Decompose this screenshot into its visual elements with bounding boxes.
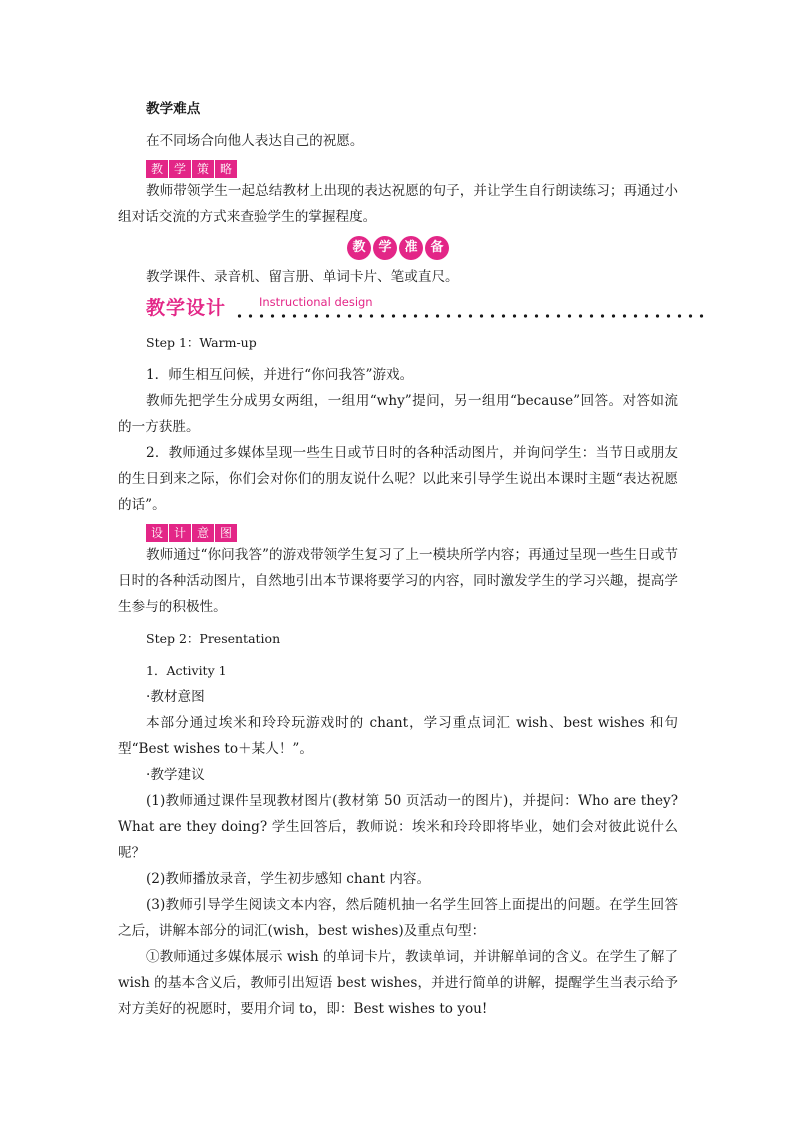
intent-tag-char: 计 <box>169 524 191 542</box>
step1-item1-detail: 教师先把学生分成男女两组，一组用“why”提问，另一组用“because”回答。对答如流的一方获胜。 <box>118 393 678 435</box>
step2-intent-text: 本部分通过埃米和玲玲玩游戏时的 chant，学习重点词汇 wish、best wishes 和句型“Best wishes to＋某人！”。 <box>118 715 678 757</box>
strategy-text: 教师带领学生一起总结教材上出现的表达祝愿的句子，并让学生自行朗读练习；再通过小组对话交流的方式来查验学生的掌握程度。 <box>118 183 678 225</box>
design-title: 教学设计 <box>146 297 227 319</box>
preparation-tag-char: 学 <box>373 236 397 260</box>
preparation-tag-char: 备 <box>425 236 449 260</box>
strategy-tag-char: 教 <box>146 160 168 178</box>
step2-label: Step 2：Presentation <box>146 631 281 646</box>
preparation-text: 教学课件、录音机、留言册、单词卡片、笔或直尺。 <box>146 269 459 285</box>
intent-tag-char: 图 <box>215 524 237 542</box>
step1-item1: 1．师生相互问候，并进行“你问我答”游戏。 <box>146 367 414 383</box>
design-subtitle: Instructional design <box>259 295 373 309</box>
dotted-divider <box>234 312 710 320</box>
step2-suggestion-4: ①教师通过多媒体展示 wish 的单词卡片，教读单词，并讲解单词的含义。在学生了解了 wish 的基本含义后，教师引出短语 best wishes，并进行简单的讲解，提醒学生当表示给予对方美好的祝愿时，要用介词 to，即：Best wishes to you! <box>118 949 678 1017</box>
step2-activity: 1．Activity 1 <box>146 663 227 678</box>
design-section-header <box>118 294 678 324</box>
preparation-tag <box>118 236 678 262</box>
difficulty-heading: 教学难点 <box>146 101 201 117</box>
intent-tag <box>146 524 237 542</box>
strategy-tag-char: 学 <box>169 160 191 178</box>
step2-suggestion-2: (2)教师播放录音，学生初步感知 chant 内容。 <box>146 871 431 887</box>
strategy-tag-char: 略 <box>215 160 237 178</box>
intent-text: 教师通过“你问我答”的游戏带领学生复习了上一模块所学内容；再通过呈现一些生日或节日时的各种活动图片，自然地引出本节课将要学习的内容，同时激发学生的学习兴趣，提高学生参与的积极性。 <box>118 547 678 615</box>
strategy-tag-char: 策 <box>192 160 214 178</box>
step1-label: Step 1：Warm-up <box>146 335 257 350</box>
step1-item2: 2．教师通过多媒体呈现一些生日或节日时的各种活动图片，并询问学生：当节日或朋友的生日到来之际，你们会对你们的朋友说什么呢？以此来引导学生说出本课时主题“表达祝愿的话”。 <box>118 445 678 513</box>
step2-suggestion-1: (1)教师通过课件呈现教材图片(教材第 50 页活动一的图片)，并提问：Who are they? What are they doing? 学生回答后，教师说：埃米和玲玲即将毕业，她们会对彼此说什么呢？ <box>118 793 678 861</box>
preparation-tag-char: 教 <box>347 236 371 260</box>
strategy-tag <box>146 160 237 178</box>
preparation-tag-char: 准 <box>399 236 423 260</box>
step2-bullet-suggestion: ·教学建议 <box>146 767 205 783</box>
intent-tag-char: 意 <box>192 524 214 542</box>
intent-tag-char: 设 <box>146 524 168 542</box>
step2-suggestion-3: (3)教师引导学生阅读文本内容，然后随机抽一名学生回答上面提出的问题。在学生回答之后，讲解本部分的词汇(wish，best wishes)及重点句型： <box>118 897 678 939</box>
page-content <box>118 96 678 1022</box>
step2-bullet-intent: ·教材意图 <box>146 689 205 705</box>
difficulty-text: 在不同场合向他人表达自己的祝愿。 <box>146 133 364 149</box>
